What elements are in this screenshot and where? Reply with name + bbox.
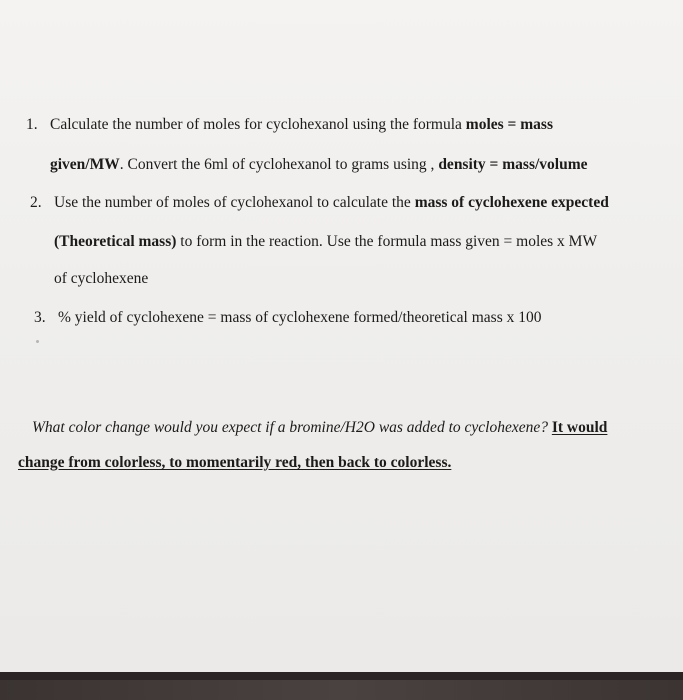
- item-1-formula-moles: moles = mass: [465, 116, 553, 133]
- item-2-line-1-text: Use the number of moles of cyclohexanol to calculate the: [54, 194, 415, 211]
- item-1-line-1: [50, 115, 553, 135]
- question-line-2: [18, 453, 451, 473]
- item-3-line-1: % yield of cyclohexene = mass of cyclohexene formed/theoretical mass x 100: [58, 309, 542, 326]
- item-1-formula-mw: given/MW: [50, 156, 120, 173]
- item-2-theoretical-mass: (Theoretical mass): [54, 233, 177, 250]
- item-2-line-2-text: to form in the reaction. Use the formula mass given = moles x MW: [176, 233, 598, 250]
- item-1-line-2: [50, 155, 588, 175]
- answer-part-1: It would: [551, 419, 608, 436]
- item-1-number: 1.: [26, 116, 38, 133]
- item-2-line-2: [54, 232, 597, 252]
- desk-edge: [0, 672, 683, 700]
- stray-mark: [36, 340, 39, 343]
- item-2-number: 2.: [30, 194, 42, 211]
- item-2-line-3: of cyclohexene: [54, 270, 149, 287]
- item-1-formula-density: density = mass/volume: [438, 156, 588, 173]
- item-3-number: 3.: [34, 309, 46, 326]
- question-line-1: [32, 418, 607, 438]
- answer-part-2: change from colorless, to momentarily red, then back to colorless.: [18, 454, 452, 471]
- question-prompt: What color change would you expect if a bromine/H2O was added to cyclohexene?: [32, 419, 552, 436]
- item-2-line-1: [54, 193, 609, 213]
- item-1-line-1-text: Calculate the number of moles for cyclohexanol using the formula: [50, 116, 466, 133]
- item-2-mass-expected: mass of cyclohexene expected: [414, 194, 609, 211]
- item-1-line-2-text: . Convert the 6ml of cyclohexanol to grams using ,: [119, 156, 439, 173]
